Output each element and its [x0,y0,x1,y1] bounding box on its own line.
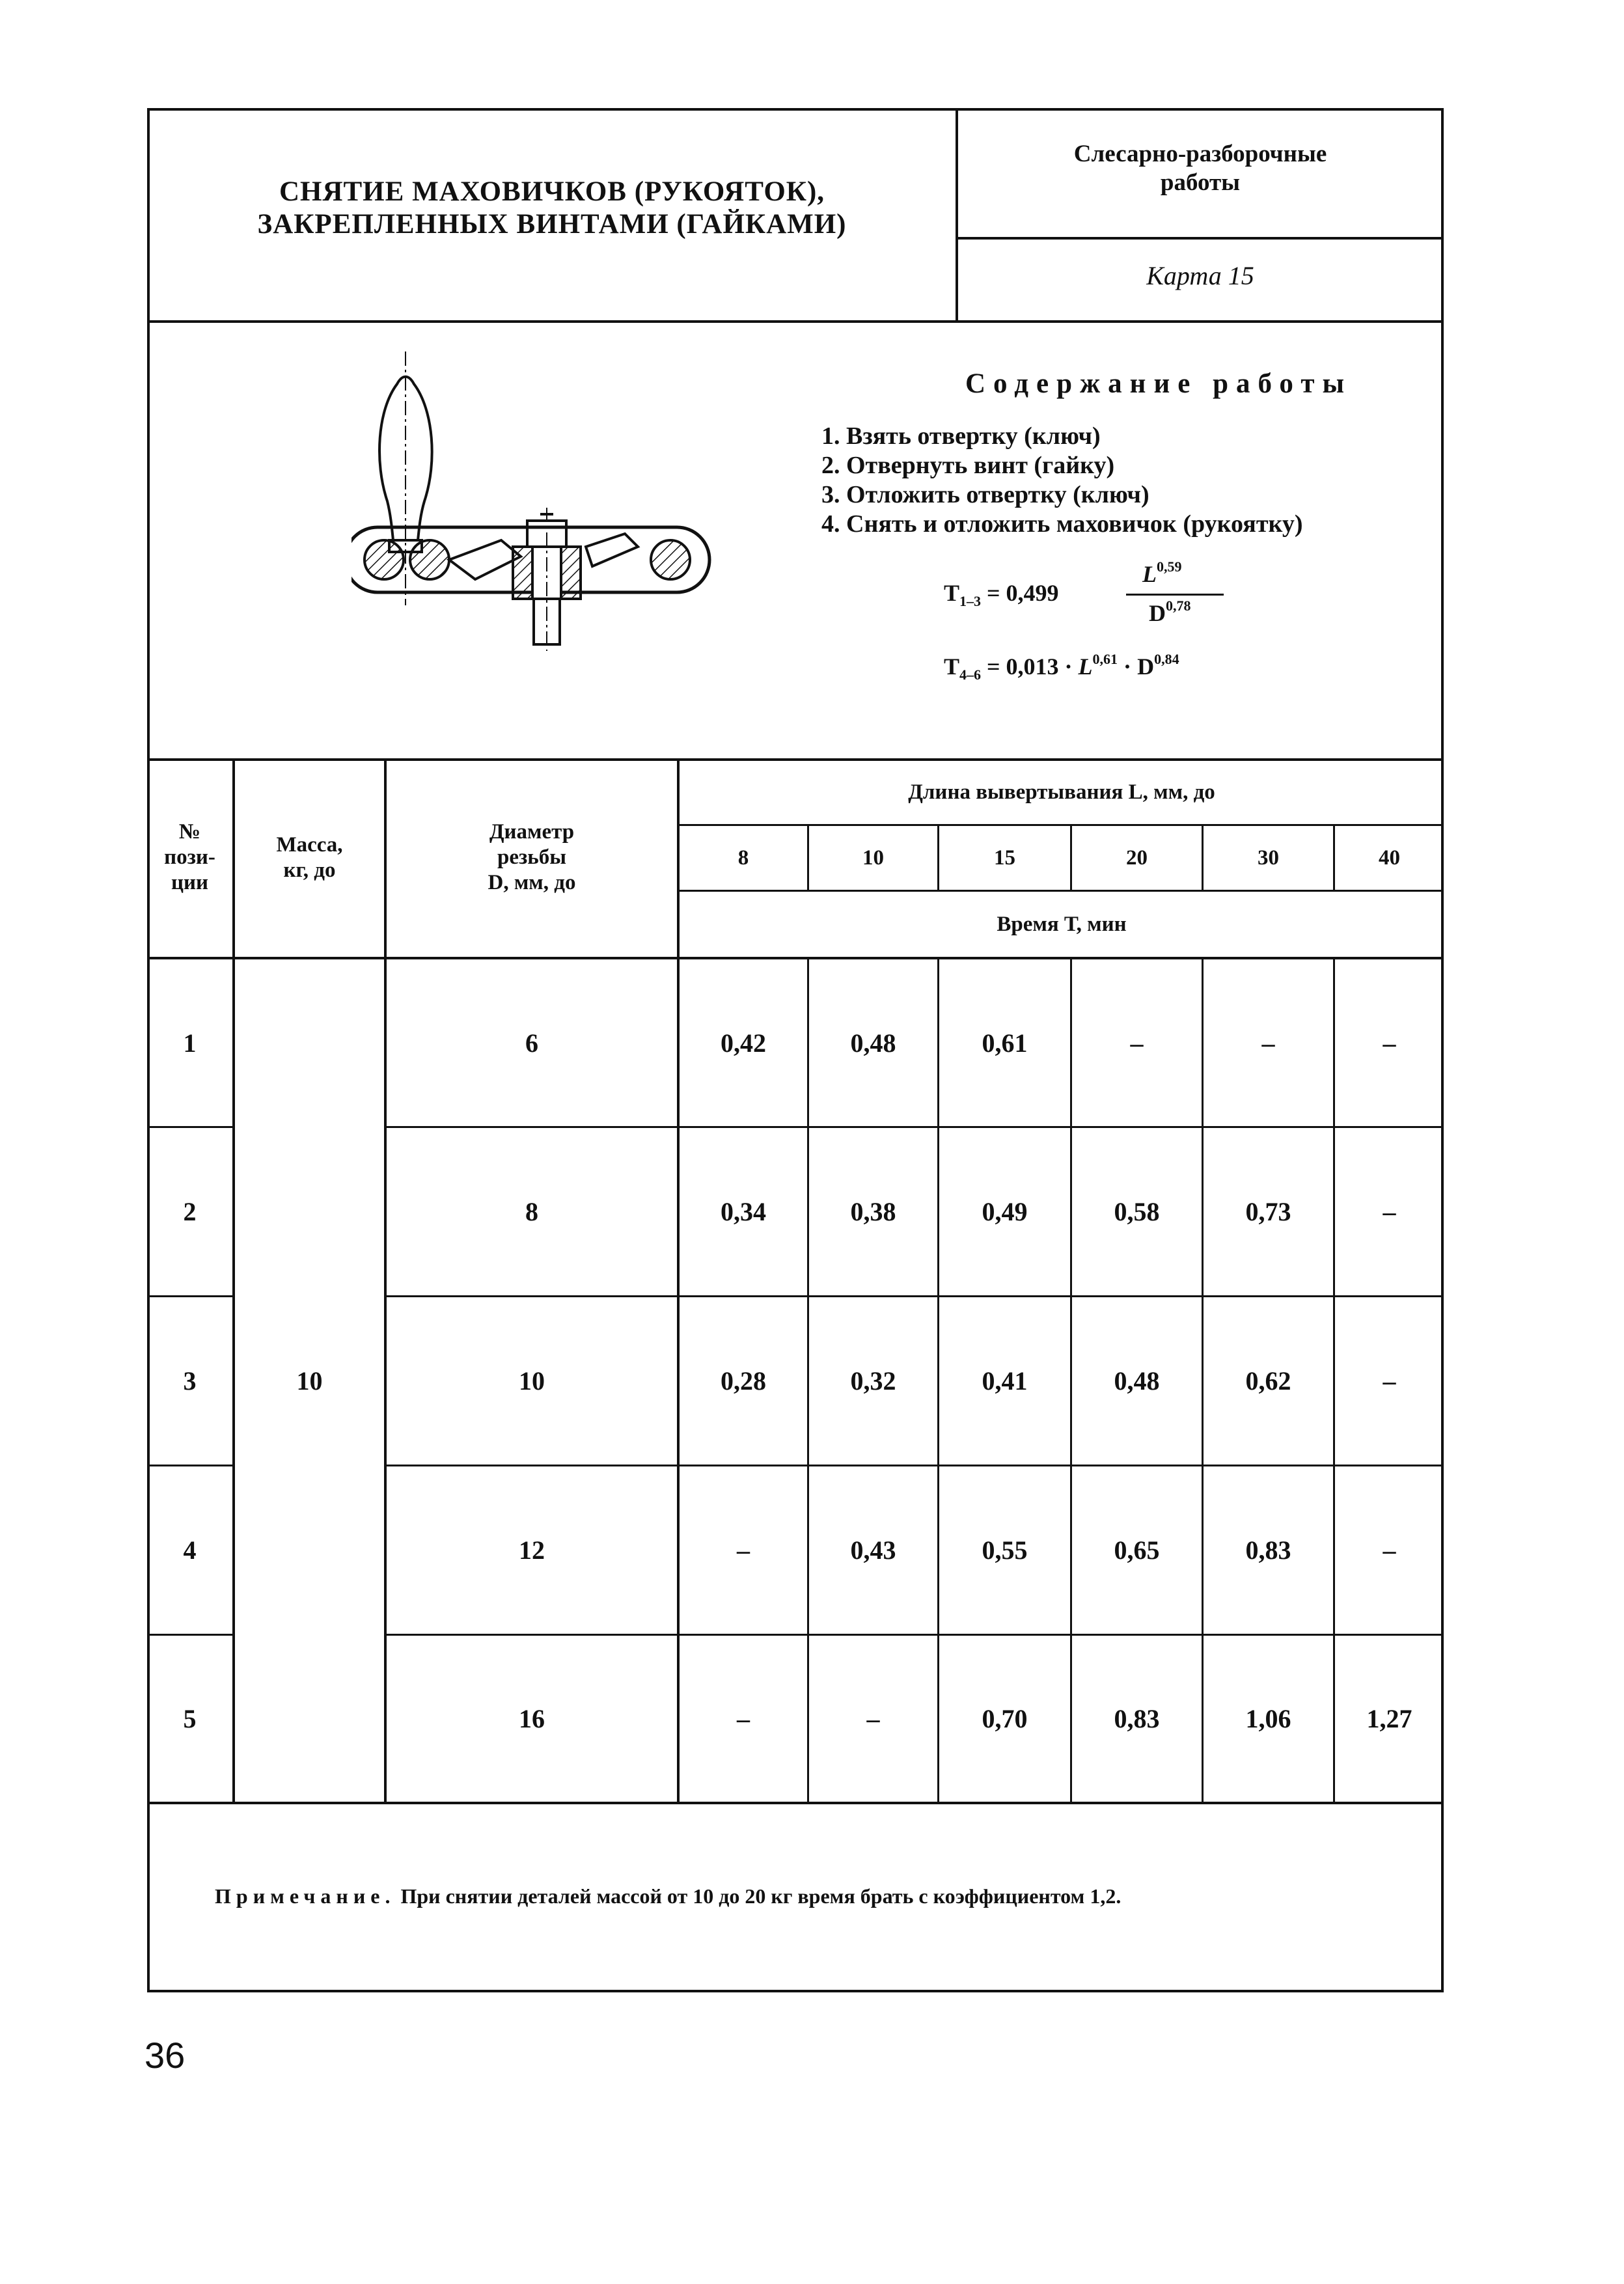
title-line-2: ЗАКРЕПЛЕННЫХ ВИНТАМИ (ГАЙКАМИ) [257,209,847,240]
formula1-coef: = 0,499 [987,580,1059,606]
length-20: 20 [1126,846,1148,870]
row-1-time-l10: 0,48 [850,1028,896,1058]
row-4-time-l20: 0,65 [1114,1535,1160,1565]
row-5-time-l8: – [737,1704,750,1733]
row-5-time-l15: 0,70 [982,1704,1028,1733]
category-line-1: Слесарно-разборочные [1073,141,1327,167]
col-header-position-line3: ции [171,871,209,894]
formula1-fraction-bar [1126,594,1224,596]
footnote-label: Примечание. [215,1884,396,1908]
length-40: 40 [1379,846,1400,870]
formula1-lhs-sub: 1–3 [959,593,982,610]
row-3-time-l10: 0,32 [850,1366,896,1396]
row-3-time-l20: 0,48 [1114,1366,1160,1396]
handwheel-drawing [351,332,716,657]
formula1-num-exp: 0,59 [1157,558,1182,575]
row-4-time-l30: 0,83 [1245,1535,1291,1565]
formula2-exp2: 0,84 [1154,651,1179,667]
row-4-diameter: 12 [519,1535,545,1565]
footnote-text: При снятии деталей массой от 10 до 20 кг время брать с коэффициентом 1,2. [395,1884,1122,1908]
col-header-position-line1: № [178,820,201,844]
col-header-position [147,758,232,957]
col-header-mass-line2: кг, до [283,858,336,882]
formula2-lhs-sub: 4–6 [959,667,982,683]
title-line-1: СНЯТИЕ МАХОВИЧКОВ (РУКОЯТОК), [279,176,825,207]
col-header-mass-line1: Масса, [276,832,343,857]
row-1-time-l40: – [1383,1028,1396,1058]
row-1-diameter: 6 [525,1028,538,1058]
row-2-time-l8: 0,34 [721,1197,766,1226]
length-8: 8 [737,846,749,870]
col-header-diameter-line3: D, мм, до [488,871,576,894]
formula1-num-base: L [1142,561,1157,587]
formula1-lhs: T [944,580,960,606]
row-2-time-l20: 0,58 [1114,1197,1160,1226]
row-5-time-l10: – [866,1704,880,1733]
row-5-position: 5 [183,1704,197,1733]
row-3-time-l40: – [1383,1366,1396,1396]
row-4-time-l8: – [737,1535,750,1565]
work-step-3: 3. Отложить отвертку (ключ) [821,481,1149,508]
footnote [215,1884,1121,1908]
row-5-time-l20: 0,83 [1114,1704,1160,1733]
category-line-2: работы [1160,169,1241,196]
screw-and-nut [513,508,581,651]
length-15: 15 [994,846,1015,870]
work-step-4: 4. Снять и отложить маховичок (рукоятку) [821,510,1303,538]
work-step-2: 2. Отвернуть винт (гайку) [821,452,1115,479]
row-2-time-l40: – [1383,1197,1396,1226]
formula1-den-exp: 0,78 [1166,598,1191,614]
row-4-position: 4 [183,1535,197,1565]
formula2-base2: D [1137,654,1155,680]
header-bottom-line [147,320,1444,323]
length-30: 30 [1258,846,1279,870]
card-number: Карта 15 [1146,261,1254,290]
col-header-position-line2: пози- [164,846,215,869]
row-4-time-l15: 0,55 [982,1535,1028,1565]
row-1-time-l30: – [1261,1028,1275,1058]
formula2-base1: L [1078,654,1093,680]
row-3-time-l30: 0,62 [1245,1366,1291,1396]
row-5-time-l30: 1,06 [1245,1704,1291,1733]
category-card-divider [956,237,1444,240]
formula-t1-3 [944,579,1059,610]
row-1-time-l8: 0,42 [721,1028,766,1058]
formula2-dot: · [1123,654,1132,680]
row-4-time-l40: – [1383,1535,1396,1565]
col-header-diameter-line1: Диаметр [489,820,575,844]
col-header-diameter-line2: резьбы [497,846,566,869]
row-3-time-l15: 0,41 [982,1366,1028,1396]
row-5-diameter: 16 [519,1704,545,1733]
row-1-position: 1 [183,1028,197,1058]
page-title [147,176,957,241]
mass-value: 10 [296,1366,323,1396]
row-2-position: 2 [183,1197,197,1226]
content-heading: Содержание работы [965,368,1353,399]
row-4-time-l10: 0,43 [850,1535,896,1565]
work-steps [821,422,1303,539]
row-3-diameter: 10 [519,1366,545,1396]
row-2-time-l10: 0,38 [850,1197,896,1226]
col-header-diameter [387,758,677,957]
row-2-diameter: 8 [525,1197,538,1226]
row-3-position: 3 [183,1366,197,1396]
col-header-mass [235,758,384,957]
table-bottom-line [147,1802,1444,1804]
work-step-1: 1. Взять отвертку (ключ) [821,422,1101,450]
length-header: Длина вывертывания L, мм, до [908,780,1215,804]
formula-t4-6 [944,651,1179,683]
page-number: 36 [145,2035,186,2076]
formula1-numerator [1142,558,1182,588]
formula2-lhs: T [944,654,960,680]
row-3-time-l8: 0,28 [721,1366,766,1396]
row-2-time-l30: 0,73 [1245,1197,1291,1226]
row-5-time-l40: 1,27 [1366,1704,1412,1733]
row-1-time-l15: 0,61 [982,1028,1028,1058]
work-category [957,140,1444,197]
length-10: 10 [862,846,884,870]
formula2-exp1: 0,61 [1092,651,1118,667]
formula1-den-base: D [1149,600,1166,626]
row-1-time-l20: – [1130,1028,1144,1058]
formula2-coef: = 0,013 · [987,654,1073,680]
formula1-denominator [1149,598,1191,627]
time-header: Время Т, мин [997,912,1127,936]
row-2-time-l15: 0,49 [982,1197,1028,1226]
